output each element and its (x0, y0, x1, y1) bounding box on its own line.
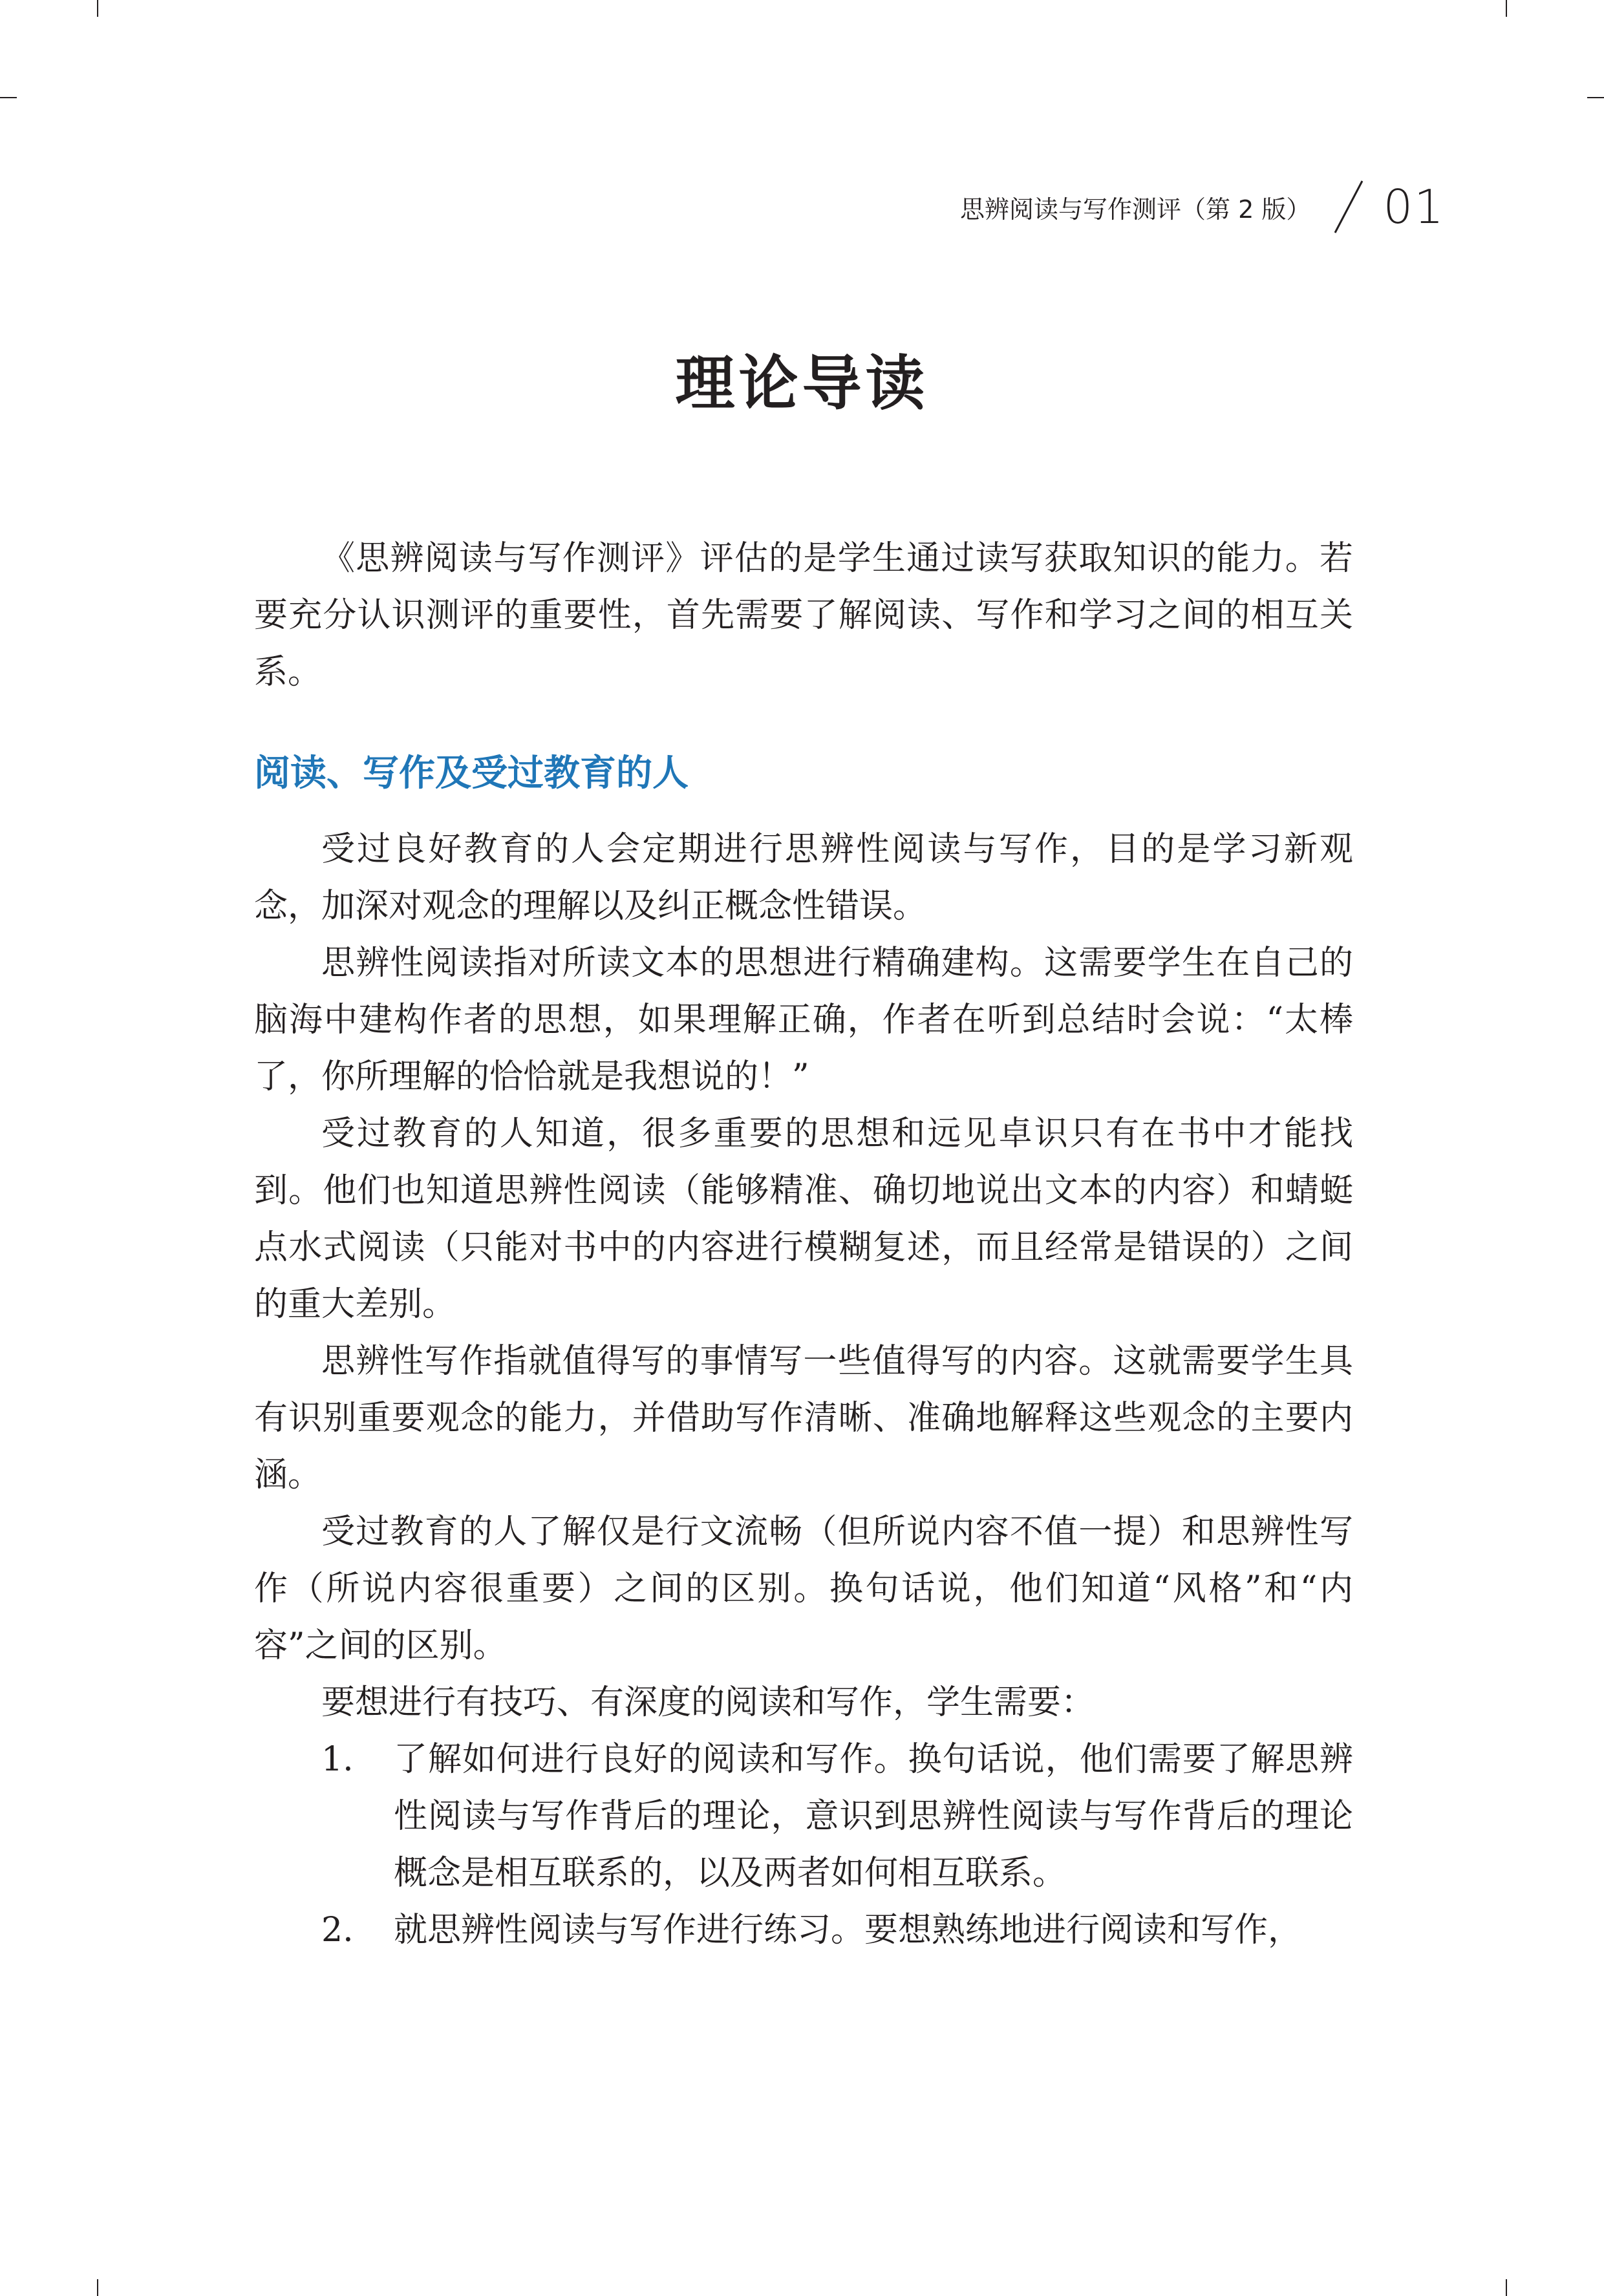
section-heading: 阅读、写作及受过教育的人 (254, 752, 689, 794)
crop-mark-bottom-right (1506, 2279, 1507, 2296)
header-slash-divider (1334, 180, 1363, 234)
body-paragraph: 受过教育的人了解仅是行文流畅（但所说内容不值一提）和思辨性写作（所说内容很重要）之间的区别。换句话说，他们知道“风格”和“内容”之间的区别。 (254, 1513, 1353, 1665)
body-paragraph: 受过教育的人知道，很多重要的思想和远见卓识只有在书中才能找到。他们也知道思辨性阅读（能够精准、确切地说出文本的内容）和蜻蜓点水式阅读（只能对书中的内容进行模糊复述，而且经常是错误的）之间的重大差别。 (254, 1114, 1353, 1324)
crop-mark-top-left (97, 0, 98, 17)
list-item-number: 2. (321, 1911, 354, 1950)
crop-mark-top-right-h (1587, 97, 1604, 98)
list-item (254, 1731, 1353, 1902)
body-paragraph: 受过良好教育的人会定期进行思辨性阅读与写作，目的是学习新观念，加深对观念的理解以及纠正概念性错误。 (254, 830, 1353, 926)
intro-paragraph: 《思辨阅读与写作测评》评估的是学生通过读写获取知识的能力。若要充分认识测评的重要性，首先需要了解阅读、写作和学习之间的相互关系。 (254, 539, 1353, 692)
main-content (254, 530, 1353, 1959)
list-item (254, 1902, 1353, 1959)
list-item-number: 1. (321, 1740, 354, 1779)
body-paragraph: 要想进行有技巧、有深度的阅读和写作，学生需要： (321, 1683, 1095, 1722)
running-header (960, 175, 1445, 239)
body-paragraph: 思辨性阅读指对所读文本的思想进行精确建构。这需要学生在自己的脑海中建构作者的思想，如果理解正确，作者在听到总结时会说：“太棒了，你所理解的恰恰就是我想说的！” (254, 944, 1353, 1096)
crop-mark-bottom-left (97, 2279, 98, 2296)
running-title: 思辨阅读与写作测评（第 2 版） (960, 195, 1311, 224)
crop-mark-top-right (1506, 0, 1507, 17)
crop-mark-top-left-h (0, 97, 17, 98)
list-item-text: 就思辨性阅读与写作进行练习。要想熟练地进行阅读和写作， (394, 1911, 1302, 1950)
body-paragraph: 思辨性写作指就值得写的事情写一些值得写的内容。这就需要学生具有识别重要观念的能力，并借助写作清晰、准确地解释这些观念的主要内涵。 (254, 1342, 1353, 1494)
chapter-title: 理论导读 (675, 349, 929, 418)
page-number: 01 (1383, 180, 1445, 234)
list-item-text: 了解如何进行良好的阅读和写作。换句话说，他们需要了解思辨性阅读与写作背后的理论，意识到思辨性阅读与写作背后的理论概念是相互联系的，以及两者如何相互联系。 (394, 1740, 1353, 1893)
requirements-list (254, 1731, 1353, 1959)
